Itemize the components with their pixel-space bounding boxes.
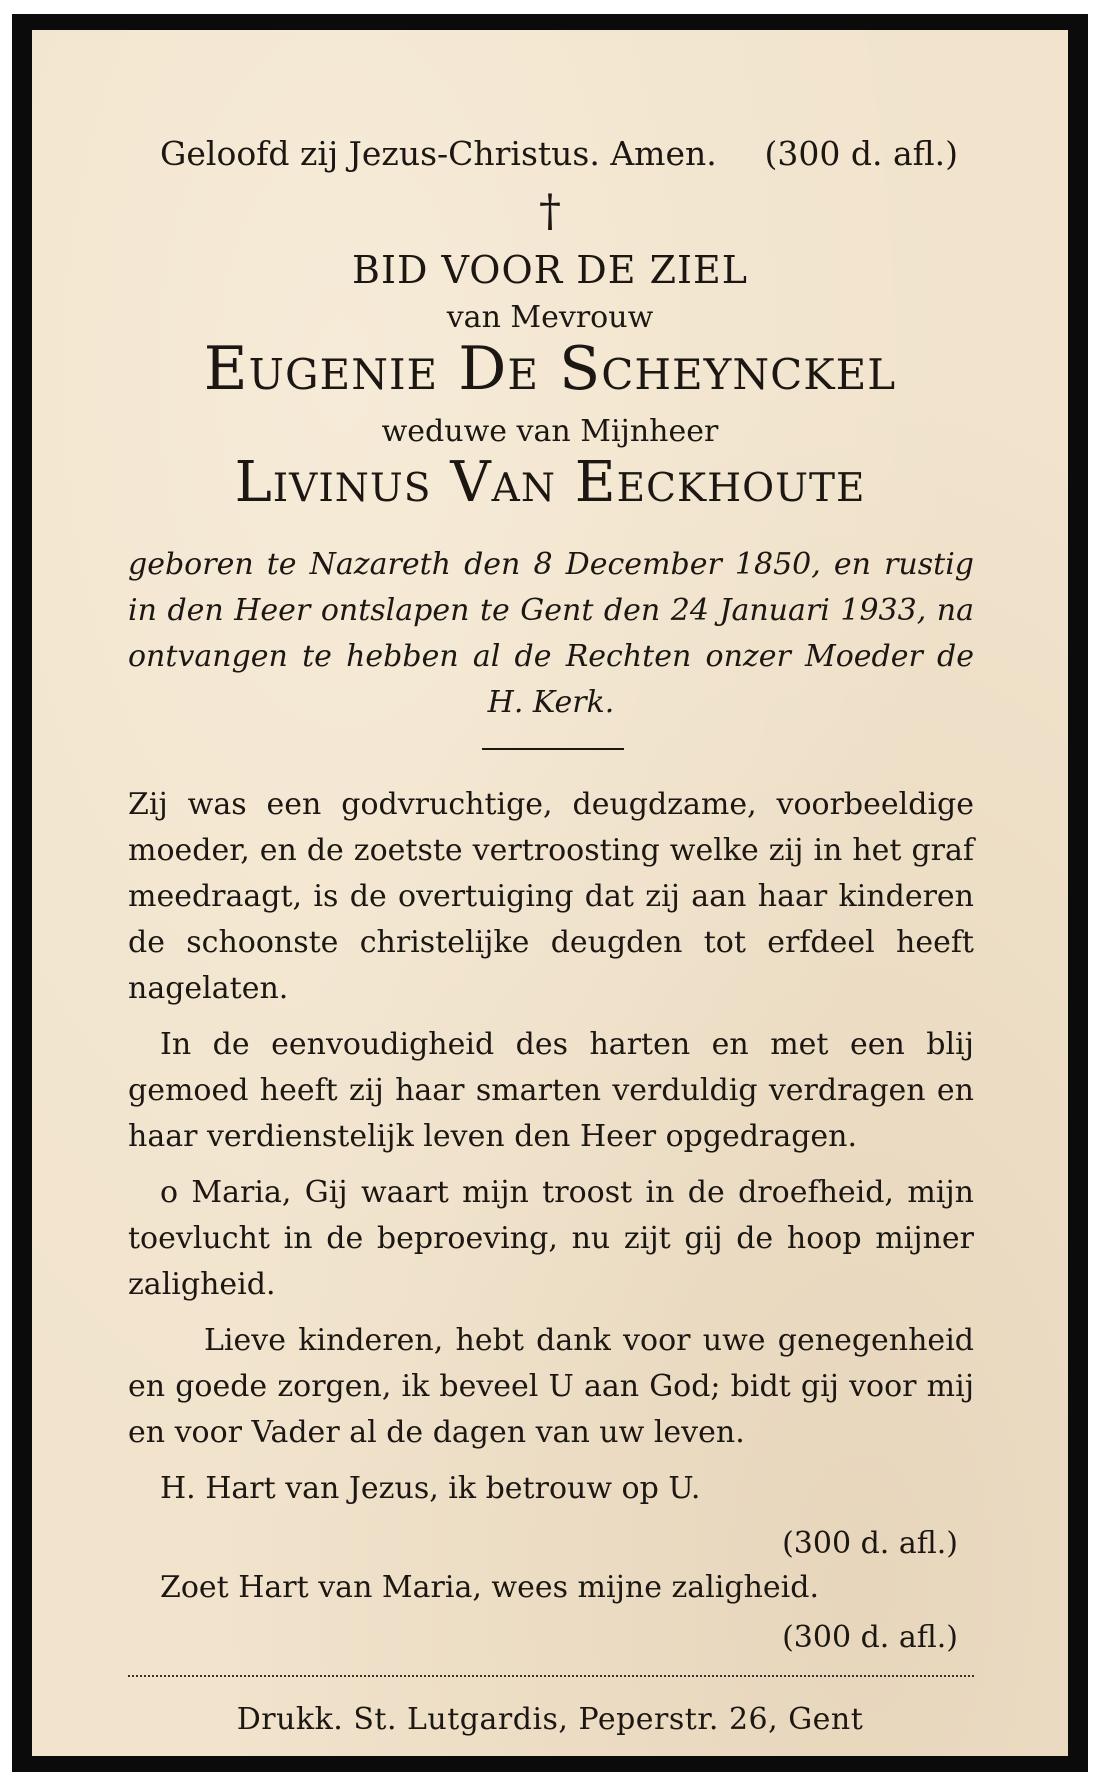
indulgence-note-top: (300 d. afl.): [764, 134, 958, 173]
memorial-card: [12, 14, 1088, 1772]
paragraph-sacred-heart: H. Hart van Jezus, ik betrouw op U.: [160, 1471, 701, 1506]
indulgence-note-bottom: (300 d. afl.): [782, 1620, 958, 1655]
indulgence-note-middle: (300 d. afl.): [782, 1526, 958, 1561]
cross-icon: †: [539, 186, 561, 237]
widow-line: weduwe van Mijnheer: [381, 414, 719, 449]
printer-imprint: Drukk. St. Lutgardis, Peperstr. 26, Gent: [236, 1702, 864, 1737]
body-text: [128, 782, 974, 1522]
deceased-name: Eugenie De Scheynckel: [203, 334, 897, 404]
husband-name: Livinus Van Eeckhoute: [234, 450, 866, 515]
paragraph-virtues: Zij was een godvruchtige, deugdzame, voorbeeldige moeder, en de zoetste vertroosting welke zij in het graf meedraagt, is de overtuiging dat zij aan haar kinderen de schoonste christelijke deugden tot erfdeel heeft nagelaten.: [128, 787, 974, 1006]
card-paper: [32, 30, 1068, 1756]
divider-rule: [482, 748, 624, 750]
card-heading: BID VOOR DE ZIEL: [352, 248, 748, 292]
honorific-line: van Mevrouw: [446, 300, 654, 335]
paragraph-maria: o Maria, Gij waart mijn troost in de droefheid, mijn toevlucht in de beproeving, nu zijt gij de hoop mijner zaligheid.: [128, 1175, 974, 1302]
closing-prayer: Zoet Hart van Maria, wees mijne zaligheid.: [160, 1570, 819, 1605]
dotted-divider: [128, 1675, 974, 1677]
biography-text: geboren te Nazareth den 8 December 1850, en rustig in den Heer ontslapen te Gent den 24 Januari 1933, na ontvangen te hebben al de Rechten onzer Moeder de H. Kerk.: [128, 547, 974, 720]
paragraph-suffering: In de eenvoudigheid des harten en met een blij gemoed heeft zij haar smarten verduldig verdragen en haar verdienstelijk leven den Heer opgedragen.: [128, 1027, 974, 1154]
opening-prayer: Geloofd zij Jezus-Christus. Amen.: [160, 134, 717, 173]
paragraph-children: Lieve kinderen, hebt dank voor uwe genegenheid en goede zorgen, ik beveel U aan God; bidt gij voor mij en voor Vader al de dagen van uw leven.: [128, 1323, 974, 1450]
